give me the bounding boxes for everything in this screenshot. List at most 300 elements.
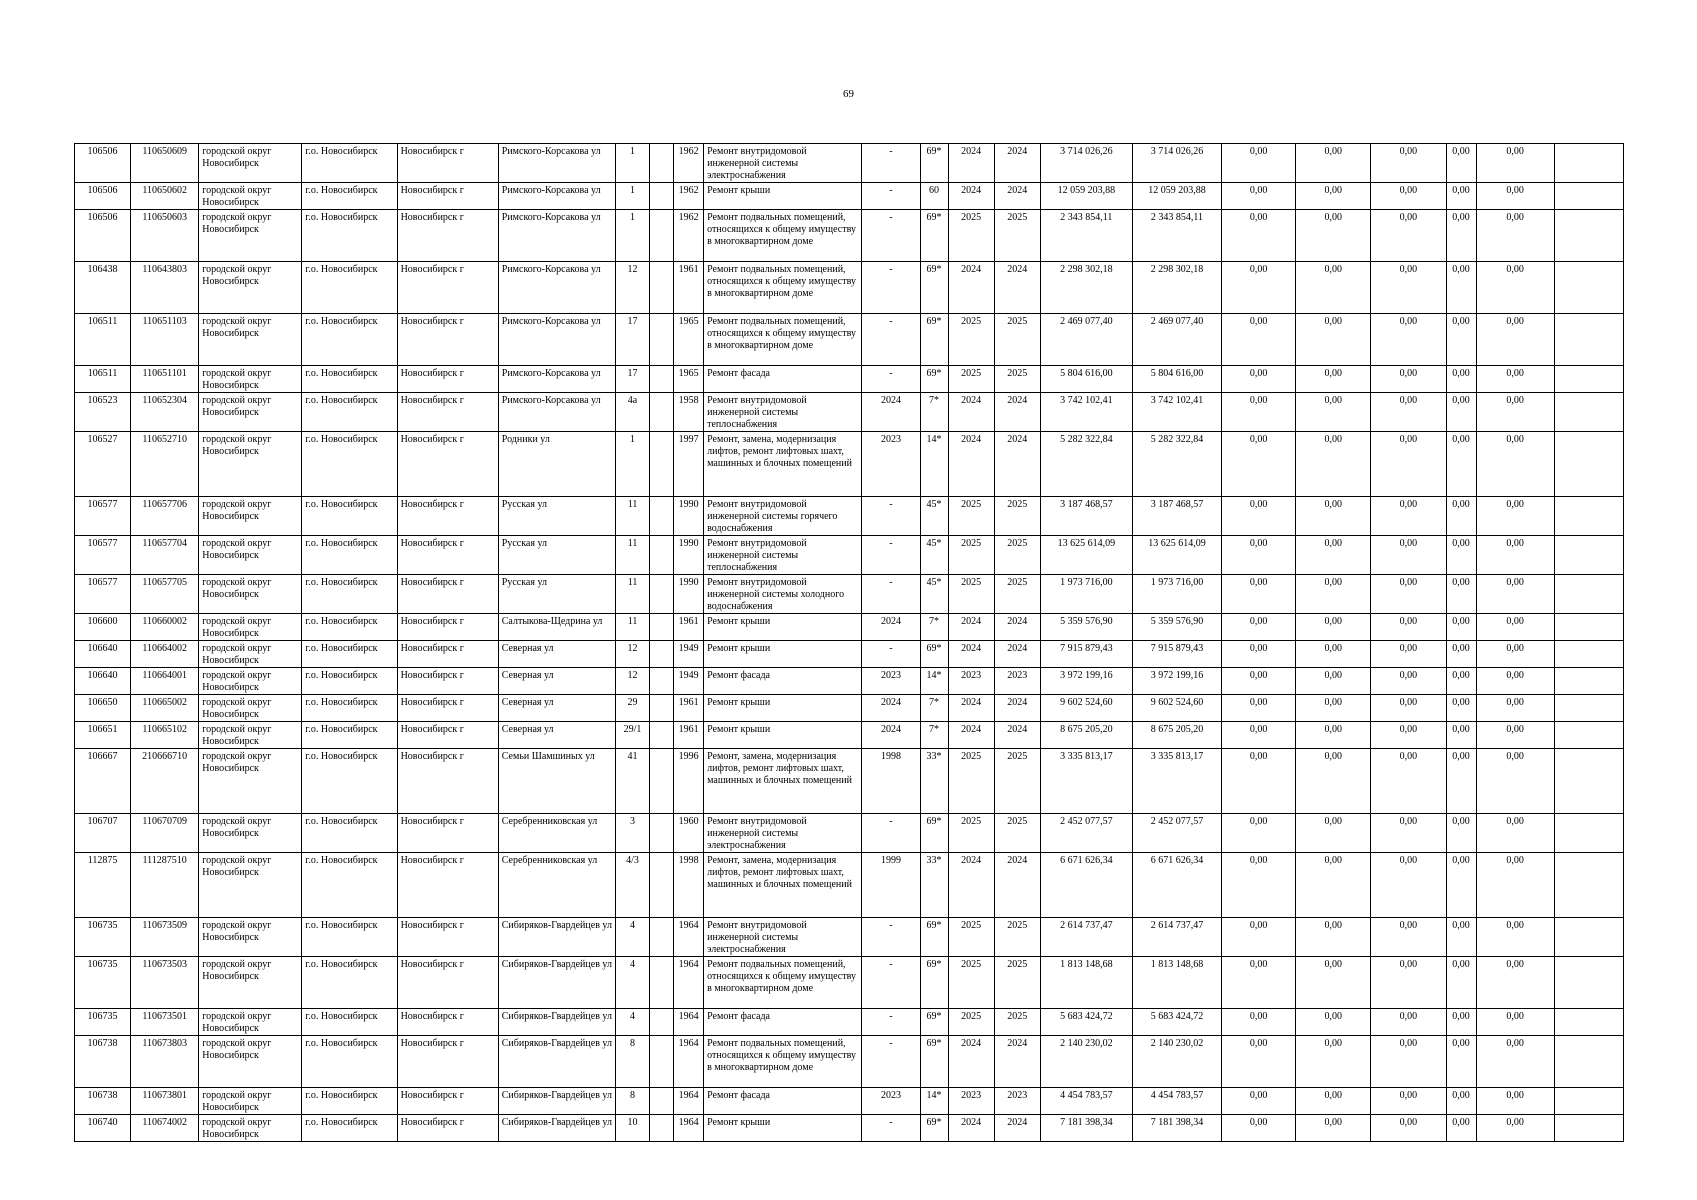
start-year: 2023 (948, 668, 994, 695)
municipality-cell: г.о. Новосибирск (302, 432, 397, 497)
funding-3: 0,00 (1371, 957, 1446, 1009)
end-year: 2025 (994, 210, 1040, 262)
house-number: 1 (615, 144, 649, 183)
wear-percent: 45* (920, 575, 948, 614)
municipality-cell: г.о. Новосибирск (302, 1036, 397, 1088)
last-cell (1554, 749, 1623, 814)
funding-3: 0,00 (1371, 432, 1446, 497)
funding-5: 0,00 (1476, 1088, 1554, 1115)
start-year: 2025 (948, 536, 994, 575)
street-cell: Семьи Шамшиных ул (498, 749, 615, 814)
row-code: 110665102 (131, 722, 199, 749)
street-cell: Северная ул (498, 722, 615, 749)
prev-repair-year: 1999 (862, 853, 920, 918)
start-year: 2024 (948, 393, 994, 432)
total-cost: 2 614 737,47 (1040, 918, 1132, 957)
table-row (75, 918, 1624, 957)
city-cell: Новосибирск г (397, 749, 498, 814)
house-number: 8 (615, 1036, 649, 1088)
build-year: 1990 (674, 497, 704, 536)
municipality-cell: г.о. Новосибирск (302, 262, 397, 314)
total-cost: 2 298 302,18 (1040, 262, 1132, 314)
extra-cell (650, 432, 674, 497)
wear-percent: 33* (920, 749, 948, 814)
funding-1: 0,00 (1222, 497, 1296, 536)
end-year: 2025 (994, 1009, 1040, 1036)
funding-2: 0,00 (1296, 393, 1371, 432)
funding-1: 0,00 (1222, 641, 1296, 668)
city-cell: Новосибирск г (397, 183, 498, 210)
row-id: 106735 (75, 957, 131, 1009)
regional-cost: 3 972 199,16 (1132, 668, 1221, 695)
funding-1: 0,00 (1222, 575, 1296, 614)
start-year: 2024 (948, 1115, 994, 1142)
extra-cell (650, 918, 674, 957)
build-year: 1965 (674, 314, 704, 366)
funding-2: 0,00 (1296, 749, 1371, 814)
regional-cost: 3 335 813,17 (1132, 749, 1221, 814)
end-year: 2025 (994, 536, 1040, 575)
house-number: 11 (615, 614, 649, 641)
row-id: 106511 (75, 314, 131, 366)
row-id: 106577 (75, 536, 131, 575)
funding-2: 0,00 (1296, 957, 1371, 1009)
regional-cost: 3 714 026,26 (1132, 144, 1221, 183)
row-id: 106506 (75, 210, 131, 262)
end-year: 2024 (994, 853, 1040, 918)
start-year: 2025 (948, 497, 994, 536)
funding-1: 0,00 (1222, 314, 1296, 366)
last-cell (1554, 1088, 1623, 1115)
district-cell: городской округ Новосибирск (199, 1088, 302, 1115)
district-cell: городской округ Новосибирск (199, 853, 302, 918)
end-year: 2025 (994, 314, 1040, 366)
table-row (75, 393, 1624, 432)
row-id: 106740 (75, 1115, 131, 1142)
end-year: 2024 (994, 614, 1040, 641)
prev-repair-year: 2024 (862, 695, 920, 722)
funding-4: 0,00 (1446, 853, 1476, 918)
extra-cell (650, 957, 674, 1009)
wear-percent: 69* (920, 814, 948, 853)
funding-4: 0,00 (1446, 1036, 1476, 1088)
build-year: 1958 (674, 393, 704, 432)
table-row (75, 183, 1624, 210)
funding-4: 0,00 (1446, 262, 1476, 314)
city-cell: Новосибирск г (397, 957, 498, 1009)
funding-3: 0,00 (1371, 536, 1446, 575)
funding-2: 0,00 (1296, 144, 1371, 183)
end-year: 2024 (994, 1036, 1040, 1088)
extra-cell (650, 749, 674, 814)
extra-cell (650, 641, 674, 668)
wear-percent: 69* (920, 210, 948, 262)
house-number: 12 (615, 641, 649, 668)
build-year: 1990 (674, 575, 704, 614)
total-cost: 9 602 524,60 (1040, 695, 1132, 722)
funding-5: 0,00 (1476, 210, 1554, 262)
funding-5: 0,00 (1476, 497, 1554, 536)
funding-4: 0,00 (1446, 314, 1476, 366)
city-cell: Новосибирск г (397, 536, 498, 575)
funding-5: 0,00 (1476, 262, 1554, 314)
work-type: Ремонт крыши (704, 1115, 862, 1142)
last-cell (1554, 853, 1623, 918)
funding-5: 0,00 (1476, 814, 1554, 853)
prev-repair-year: - (862, 814, 920, 853)
last-cell (1554, 641, 1623, 668)
start-year: 2025 (948, 575, 994, 614)
prev-repair-year: - (862, 536, 920, 575)
extra-cell (650, 695, 674, 722)
city-cell: Новосибирск г (397, 668, 498, 695)
funding-1: 0,00 (1222, 695, 1296, 722)
wear-percent: 7* (920, 393, 948, 432)
start-year: 2023 (948, 1088, 994, 1115)
funding-4: 0,00 (1446, 210, 1476, 262)
build-year: 1964 (674, 1088, 704, 1115)
build-year: 1997 (674, 432, 704, 497)
street-cell: Сибиряков-Гвардейцев ул (498, 957, 615, 1009)
end-year: 2024 (994, 183, 1040, 210)
wear-percent: 14* (920, 432, 948, 497)
capital-repair-table (74, 143, 1624, 1142)
total-cost: 1 813 148,68 (1040, 957, 1132, 1009)
prev-repair-year: 2023 (862, 668, 920, 695)
build-year: 1964 (674, 1036, 704, 1088)
table-row (75, 262, 1624, 314)
district-cell: городской округ Новосибирск (199, 918, 302, 957)
funding-3: 0,00 (1371, 722, 1446, 749)
build-year: 1961 (674, 614, 704, 641)
work-type: Ремонт крыши (704, 722, 862, 749)
funding-5: 0,00 (1476, 393, 1554, 432)
total-cost: 2 343 854,11 (1040, 210, 1132, 262)
end-year: 2024 (994, 722, 1040, 749)
row-id: 106438 (75, 262, 131, 314)
city-cell: Новосибирск г (397, 918, 498, 957)
start-year: 2024 (948, 183, 994, 210)
work-type: Ремонт подвальных помещений, относящихся к общему имуществу в многоквартирном доме (704, 957, 862, 1009)
work-type: Ремонт подвальных помещений, относящихся к общему имуществу в многоквартирном доме (704, 262, 862, 314)
regional-cost: 9 602 524,60 (1132, 695, 1221, 722)
municipality-cell: г.о. Новосибирск (302, 393, 397, 432)
prev-repair-year: - (862, 957, 920, 1009)
street-cell: Серебренниковская ул (498, 853, 615, 918)
row-code: 110657706 (131, 497, 199, 536)
funding-3: 0,00 (1371, 210, 1446, 262)
street-cell: Сибиряков-Гвардейцев ул (498, 1088, 615, 1115)
prev-repair-year: - (862, 314, 920, 366)
wear-percent: 7* (920, 614, 948, 641)
total-cost: 5 282 322,84 (1040, 432, 1132, 497)
funding-3: 0,00 (1371, 668, 1446, 695)
prev-repair-year: - (862, 210, 920, 262)
table-row (75, 1115, 1624, 1142)
funding-1: 0,00 (1222, 722, 1296, 749)
street-cell: Римского-Корсакова ул (498, 144, 615, 183)
total-cost: 3 972 199,16 (1040, 668, 1132, 695)
start-year: 2024 (948, 641, 994, 668)
end-year: 2023 (994, 668, 1040, 695)
funding-5: 0,00 (1476, 575, 1554, 614)
work-type: Ремонт крыши (704, 641, 862, 668)
row-id: 106650 (75, 695, 131, 722)
wear-percent: 45* (920, 536, 948, 575)
district-cell: городской округ Новосибирск (199, 432, 302, 497)
street-cell: Северная ул (498, 641, 615, 668)
work-type: Ремонт крыши (704, 614, 862, 641)
row-id: 106735 (75, 918, 131, 957)
last-cell (1554, 210, 1623, 262)
row-id: 112875 (75, 853, 131, 918)
street-cell: Русская ул (498, 575, 615, 614)
row-code: 110652304 (131, 393, 199, 432)
city-cell: Новосибирск г (397, 641, 498, 668)
municipality-cell: г.о. Новосибирск (302, 722, 397, 749)
funding-2: 0,00 (1296, 614, 1371, 641)
regional-cost: 3 742 102,41 (1132, 393, 1221, 432)
work-type: Ремонт фасада (704, 668, 862, 695)
table-row (75, 853, 1624, 918)
funding-1: 0,00 (1222, 1036, 1296, 1088)
funding-2: 0,00 (1296, 668, 1371, 695)
funding-1: 0,00 (1222, 1088, 1296, 1115)
wear-percent: 69* (920, 366, 948, 393)
funding-4: 0,00 (1446, 183, 1476, 210)
build-year: 1960 (674, 814, 704, 853)
funding-5: 0,00 (1476, 144, 1554, 183)
district-cell: городской округ Новосибирск (199, 695, 302, 722)
row-code: 110673509 (131, 918, 199, 957)
build-year: 1996 (674, 749, 704, 814)
funding-3: 0,00 (1371, 1009, 1446, 1036)
city-cell: Новосибирск г (397, 575, 498, 614)
regional-cost: 5 282 322,84 (1132, 432, 1221, 497)
row-code: 111287510 (131, 853, 199, 918)
city-cell: Новосибирск г (397, 366, 498, 393)
prev-repair-year: - (862, 366, 920, 393)
city-cell: Новосибирск г (397, 1009, 498, 1036)
regional-cost: 5 683 424,72 (1132, 1009, 1221, 1036)
funding-2: 0,00 (1296, 314, 1371, 366)
end-year: 2025 (994, 497, 1040, 536)
end-year: 2024 (994, 1115, 1040, 1142)
funding-5: 0,00 (1476, 918, 1554, 957)
table-row (75, 497, 1624, 536)
prev-repair-year: - (862, 1009, 920, 1036)
regional-cost: 7 915 879,43 (1132, 641, 1221, 668)
district-cell: городской округ Новосибирск (199, 614, 302, 641)
wear-percent: 7* (920, 722, 948, 749)
last-cell (1554, 575, 1623, 614)
end-year: 2025 (994, 814, 1040, 853)
street-cell: Сибиряков-Гвардейцев ул (498, 1009, 615, 1036)
regional-cost: 2 452 077,57 (1132, 814, 1221, 853)
funding-4: 0,00 (1446, 1088, 1476, 1115)
funding-5: 0,00 (1476, 749, 1554, 814)
municipality-cell: г.о. Новосибирск (302, 575, 397, 614)
end-year: 2024 (994, 393, 1040, 432)
funding-5: 0,00 (1476, 1009, 1554, 1036)
extra-cell (650, 314, 674, 366)
funding-1: 0,00 (1222, 614, 1296, 641)
start-year: 2024 (948, 722, 994, 749)
row-id: 106640 (75, 668, 131, 695)
funding-4: 0,00 (1446, 432, 1476, 497)
city-cell: Новосибирск г (397, 614, 498, 641)
start-year: 2025 (948, 366, 994, 393)
funding-2: 0,00 (1296, 1036, 1371, 1088)
start-year: 2025 (948, 918, 994, 957)
funding-4: 0,00 (1446, 814, 1476, 853)
funding-3: 0,00 (1371, 641, 1446, 668)
extra-cell (650, 210, 674, 262)
wear-percent: 69* (920, 262, 948, 314)
funding-2: 0,00 (1296, 183, 1371, 210)
last-cell (1554, 1115, 1623, 1142)
table-row (75, 957, 1624, 1009)
city-cell: Новосибирск г (397, 722, 498, 749)
start-year: 2024 (948, 853, 994, 918)
funding-2: 0,00 (1296, 1009, 1371, 1036)
work-type: Ремонт внутридомовой инженерной системы холодного водоснабжения (704, 575, 862, 614)
municipality-cell: г.о. Новосибирск (302, 695, 397, 722)
extra-cell (650, 668, 674, 695)
total-cost: 8 675 205,20 (1040, 722, 1132, 749)
extra-cell (650, 262, 674, 314)
house-number: 1 (615, 432, 649, 497)
city-cell: Новосибирск г (397, 1036, 498, 1088)
last-cell (1554, 695, 1623, 722)
last-cell (1554, 1009, 1623, 1036)
build-year: 1964 (674, 1115, 704, 1142)
funding-3: 0,00 (1371, 497, 1446, 536)
street-cell: Сибиряков-Гвардейцев ул (498, 1036, 615, 1088)
funding-5: 0,00 (1476, 641, 1554, 668)
work-type: Ремонт крыши (704, 695, 862, 722)
funding-1: 0,00 (1222, 853, 1296, 918)
funding-1: 0,00 (1222, 393, 1296, 432)
build-year: 1962 (674, 183, 704, 210)
regional-cost: 5 359 576,90 (1132, 614, 1221, 641)
funding-1: 0,00 (1222, 210, 1296, 262)
prev-repair-year: 1998 (862, 749, 920, 814)
prev-repair-year: 2024 (862, 614, 920, 641)
end-year: 2023 (994, 1088, 1040, 1115)
table-row (75, 749, 1624, 814)
row-id: 106511 (75, 366, 131, 393)
municipality-cell: г.о. Новосибирск (302, 1088, 397, 1115)
street-cell: Сибиряков-Гвардейцев ул (498, 918, 615, 957)
house-number: 4 (615, 918, 649, 957)
funding-5: 0,00 (1476, 722, 1554, 749)
funding-1: 0,00 (1222, 536, 1296, 575)
funding-5: 0,00 (1476, 432, 1554, 497)
funding-2: 0,00 (1296, 262, 1371, 314)
prev-repair-year: - (862, 1036, 920, 1088)
total-cost: 7 915 879,43 (1040, 641, 1132, 668)
funding-5: 0,00 (1476, 853, 1554, 918)
work-type: Ремонт подвальных помещений, относящихся к общему имуществу в многоквартирном доме (704, 210, 862, 262)
last-cell (1554, 144, 1623, 183)
end-year: 2025 (994, 918, 1040, 957)
district-cell: городской округ Новосибирск (199, 497, 302, 536)
total-cost: 5 359 576,90 (1040, 614, 1132, 641)
extra-cell (650, 1009, 674, 1036)
prev-repair-year: 2023 (862, 1088, 920, 1115)
municipality-cell: г.о. Новосибирск (302, 210, 397, 262)
row-code: 110664001 (131, 668, 199, 695)
prev-repair-year: - (862, 183, 920, 210)
start-year: 2025 (948, 210, 994, 262)
last-cell (1554, 366, 1623, 393)
street-cell: Салтыкова-Щедрина ул (498, 614, 615, 641)
funding-2: 0,00 (1296, 536, 1371, 575)
end-year: 2025 (994, 957, 1040, 1009)
street-cell: Серебренниковская ул (498, 814, 615, 853)
funding-2: 0,00 (1296, 853, 1371, 918)
regional-cost: 1 813 148,68 (1132, 957, 1221, 1009)
build-year: 1962 (674, 144, 704, 183)
start-year: 2024 (948, 432, 994, 497)
row-id: 106523 (75, 393, 131, 432)
work-type: Ремонт фасада (704, 1088, 862, 1115)
regional-cost: 8 675 205,20 (1132, 722, 1221, 749)
funding-2: 0,00 (1296, 695, 1371, 722)
build-year: 1949 (674, 668, 704, 695)
regional-cost: 7 181 398,34 (1132, 1115, 1221, 1142)
last-cell (1554, 497, 1623, 536)
extra-cell (650, 853, 674, 918)
table-row (75, 536, 1624, 575)
funding-4: 0,00 (1446, 614, 1476, 641)
funding-3: 0,00 (1371, 575, 1446, 614)
municipality-cell: г.о. Новосибирск (302, 918, 397, 957)
row-code: 110657705 (131, 575, 199, 614)
wear-percent: 69* (920, 1036, 948, 1088)
regional-cost: 2 614 737,47 (1132, 918, 1221, 957)
regional-cost: 2 343 854,11 (1132, 210, 1221, 262)
funding-2: 0,00 (1296, 722, 1371, 749)
regional-cost: 6 671 626,34 (1132, 853, 1221, 918)
municipality-cell: г.о. Новосибирск (302, 536, 397, 575)
extra-cell (650, 144, 674, 183)
row-code: 110643803 (131, 262, 199, 314)
last-cell (1554, 314, 1623, 366)
build-year: 1961 (674, 695, 704, 722)
end-year: 2024 (994, 695, 1040, 722)
district-cell: городской округ Новосибирск (199, 183, 302, 210)
funding-1: 0,00 (1222, 918, 1296, 957)
funding-3: 0,00 (1371, 1036, 1446, 1088)
house-number: 10 (615, 1115, 649, 1142)
house-number: 1 (615, 183, 649, 210)
work-type: Ремонт фасада (704, 366, 862, 393)
extra-cell (650, 497, 674, 536)
extra-cell (650, 1088, 674, 1115)
municipality-cell: г.о. Новосибирск (302, 314, 397, 366)
table-row (75, 695, 1624, 722)
funding-2: 0,00 (1296, 210, 1371, 262)
row-id: 106577 (75, 575, 131, 614)
funding-4: 0,00 (1446, 144, 1476, 183)
funding-5: 0,00 (1476, 314, 1554, 366)
row-code: 210666710 (131, 749, 199, 814)
district-cell: городской округ Новосибирск (199, 314, 302, 366)
regional-cost: 2 298 302,18 (1132, 262, 1221, 314)
last-cell (1554, 814, 1623, 853)
